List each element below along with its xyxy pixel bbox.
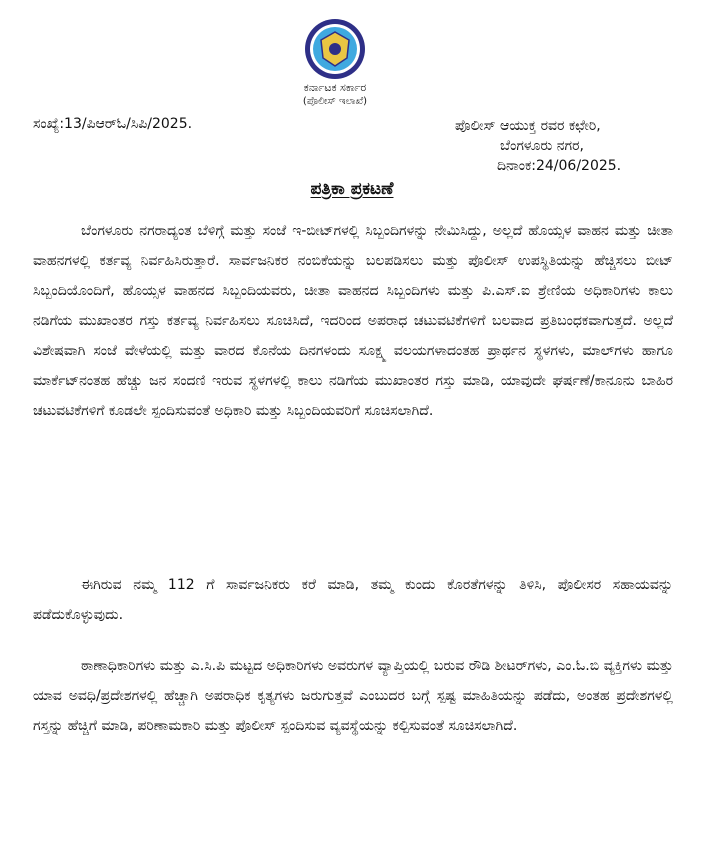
paragraph-patrol-duties: ಬೆಂಗಳೂರು ನಗರಾದ್ಯಂತ ಬೆಳಿಗ್ಗೆ ಮತ್ತು ಸಂಜೆ ಇ-ಬೀಟ್‌ಗಳಲ್ಲಿ ಸಿಬ್ಬಂದಿಗಳನ್ನು ನೇಮಿಸಿದ್ದು, ಅಲ್ಲದೆ ಹೊಯ್ಸಳ ವಾಹನ ಮತ್ತು ಚೀತಾ ವಾಹನಗಳಲ್ಲಿ ಕರ್ತವ್ಯ ನಿರ್ವಹಿಸಿರುತ್ತಾರೆ. ಸಾರ್ವಜನಿಕರ ನಂಬಿಕೆಯನ್ನು ಬಲಪಡಿಸಲು ಮತ್ತು ಪೊಲೀಸ್ ಉಪಸ್ಥಿತಿಯನ್ನು ಹೆಚ್ಚಿಸಲು ಬೀಟ್ ಸಿಬ್ಬಂದಿಯೊಂದಿಗೆ, ಹೊಯ್ಸಳ ವಾಹನದ ಸಿಬ್ಬಂದಿಯವರು, ಚೀತಾ ವಾಹನದ ಸಿಬ್ಬಂದಿಗಳು ಮತ್ತು ಪಿ.ಎಸ್.ಐ ಶ್ರೇಣಿಯ ಅಧಿಕಾರಿಗಳು ಕಾಲು ನಡಿಗೆಯ ಮುಖಾಂತರ ಗಸ್ತು ಕರ್ತವ್ಯ ನಿರ್ವಹಿಸಲು ಸೂಚಿಸಿದೆ, ಇದರಿಂದ ಅಪರಾಧ ಚಟುವಟಿಕೆಗಳಿಗೆ ಬಲವಾದ ಪ್ರತಿಬಂಧಕವಾಗುತ್ತದೆ. ಅಲ್ಲದೆ ವಿಶೇಷವಾಗಿ ಸಂಜೆ ವೇಳೆಯಲ್ಲಿ ಮತ್ತು ವಾರದ ಕೊನೆಯ ದಿನಗಳಂದು ಸೂಕ್ಷ್ಮ ವಲಯಗಳಾದಂತಹ ಪ್ರಾರ್ಥನ ಸ್ಥಳಗಳು, ಮಾಲ್‌ಗಳು ಹಾಗೂ ಮಾರ್ಕೆಟ್‌ನಂತಹ ಹೆಚ್ಚು ಜನ ಸಂದಣಿ ಇರುವ ಸ್ಥಳಗಳಲ್ಲಿ ಕಾಲು ನಡಿಗೆಯ ಮುಖಾಂತರ ಗಸ್ತು ಮಾಡಿ, ಯಾವುದೇ ಘರ್ಷಣೆ/ಕಾನೂನು ಬಾಹಿರ ಚಟುವಟಿಕೆಗಳಿಗೆ ಕೂಡಲೇ ಸ್ಪಂದಿಸುವಂತೆ ಅಧಿಕಾರಿ ಮತ್ತು ಸಿಬ್ಬಂದಿಯವರಿಗೆ ಸೂಚಿಸಲಾಗಿದೆ. [33,223,673,419]
office-name: ಪೊಲೀಸ್ ಆಯುಕ್ತ ರವರ ಕಛೇರಿ, [455,118,601,134]
paragraph-officer-instructions: ಠಾಣಾಧಿಕಾರಿಗಳು ಮತ್ತು ಎ.ಸಿ.ಪಿ ಮಟ್ಟದ ಅಧಿಕಾರಿಗಳು ಅವರುಗಳ ವ್ಯಾಪ್ತಿಯಲ್ಲಿ ಬರುವ ರೌಡಿ ಶೀಟರ್‌ಗಳು, ಎಂ.ಓ.ಬಿ ವ್ಯಕ್ತಿಗಳು ಮತ್ತು ಯಾವ ಅವಧಿ/ಪ್ರದೇಶಗಳಲ್ಲಿ ಹೆಚ್ಚಾಗಿ ಅಪರಾಧಿಕ ಕೃತ್ಯಗಳು ಜರುಗುತ್ತವೆ ಎಂಬುದರ ಬಗ್ಗೆ ಸ್ಪಷ್ಟ ಮಾಹಿತಿಯನ್ನು ಪಡೆದು, ಅಂತಹ ಪ್ರದೇಶಗಳಲ್ಲಿ ಗಸ್ತನ್ನು ಹೆಚ್ಚಿಗೆ ಮಾಡಿ, ಪರಿಣಾಮಕಾರಿ ಮತ್ತು ಪೊಲೀಸ್ ಸ್ಪಂದಿಸುವ ವ್ಯವಸ್ಥೆಯನ್ನು ಕಲ್ಪಿಸುವಂತೆ ಸೂಚಿಸಲಾಗಿದೆ. [33,658,673,734]
logo-center-seal [329,43,341,55]
office-address-block [455,116,621,176]
government-name: ಕರ್ನಾಟಕ ಸರ್ಕಾರ [303,81,367,94]
page-title [0,179,704,199]
page-title-text: ಪತ್ರಿಕಾ ಪ್ರಕಟಣೆ [310,179,394,199]
document-date: ದಿನಾಂಕ:24/06/2025. [497,158,622,174]
paragraph-emergency-112: ಈಗಿರುವ ನಮ್ಮ 112 ಗೆ ಸಾರ್ವಜನಿಕರು ಕರೆ ಮಾಡಿ, ತಮ್ಮ ಕುಂದು ಕೊರತೆಗಳನ್ನು ತಿಳಿಸಿ, ಪೊಲೀಸರ ಸಹಾಯವನ್ನು ಪಡೆದುಕೊಳ್ಳುವುದು. [33,577,673,623]
reference-number: ಸಂಖ್ಯೆ:13/ಪಿಆರ್‌ಓ/ಸಿ‌ಪಿ/2025. [33,116,193,132]
department-name: (ಪೊಲೀಸ್ ಇಲಾಖೆ) [302,96,368,107]
office-city: ಬೆಂಗಳೂರು ನಗರ, [500,138,584,154]
police-emblem-logo [304,18,366,80]
